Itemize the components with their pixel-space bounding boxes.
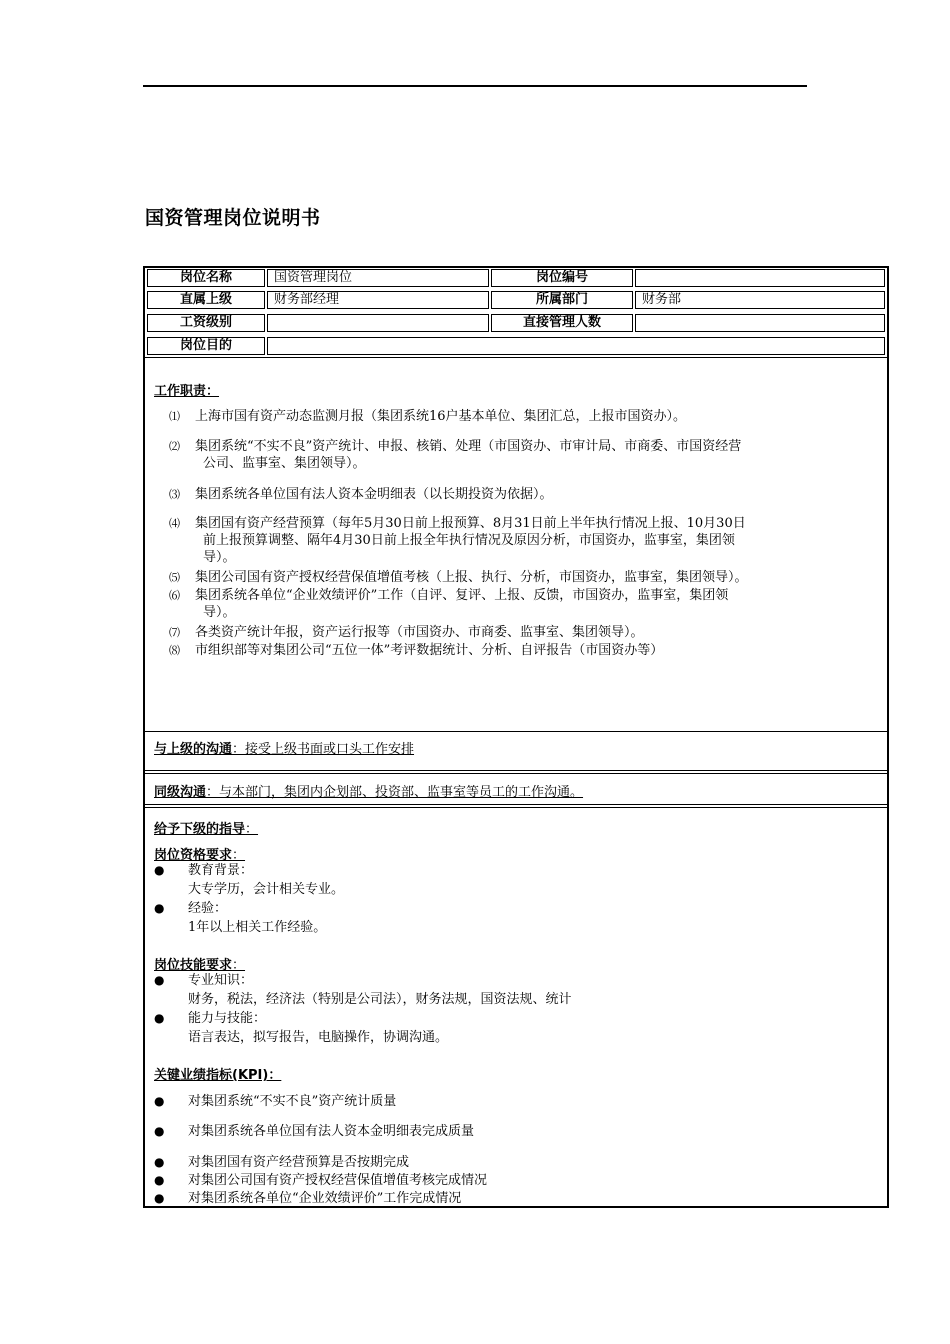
qualification-title [154, 844, 245, 863]
duty-text: 集团公司国有资产授权经营保值增值考核（上报、执行、分析，市国资办，监事室，集团领导）。 [195, 570, 748, 585]
header-rule [143, 85, 807, 87]
list-item [154, 1172, 487, 1189]
superior-label: 直属上级 [147, 291, 265, 309]
duty-text: 市组织部等对集团公司“五位一体”考评数据统计、分析、自评报告（市国资办等） [195, 643, 664, 658]
kpi-item-text: 对集团系统各单位“企业效绩评价”工作完成情况 [188, 1191, 462, 1206]
subordinates-value [635, 314, 885, 332]
duty-number: ⑴ [169, 410, 180, 423]
duty-number: ⑷ [169, 517, 180, 530]
kpi-title: 关键业绩指标(KPI)： [154, 1068, 282, 1083]
kpi-item-text: 对集团国有资产经营预算是否按期完成 [188, 1155, 410, 1170]
list-item [154, 1010, 266, 1027]
duty-text-cont: 前上报预算调整、隔年4月30日前上报全年执行情况及原因分析，市国资办，监事室，集团领 [203, 533, 735, 548]
bullet-icon: ● [154, 901, 165, 915]
peer-communication [154, 781, 583, 800]
education-label: 教育背景： [188, 863, 254, 878]
bullet-icon: ● [154, 1011, 165, 1025]
upward-text: ：接受上级书面或口头工作安排 [232, 742, 415, 757]
duty-number: ⑸ [169, 571, 180, 584]
duty-text: 集团系统各单位“企业效绩评价”工作（自评、复评、上报、反馈，市国资办，监事室，集团领 [195, 588, 729, 603]
knowledge-value: 财务，税法，经济法（特别是公司法），财务法规，国资法规、统计 [188, 992, 572, 1007]
salary-value [267, 314, 489, 332]
upward-label: 与上级的沟通 [154, 742, 233, 757]
divider [145, 731, 887, 732]
list-item [154, 972, 253, 989]
skills-title [154, 954, 245, 973]
duty-text-cont: 导）。 [203, 605, 236, 620]
duty-number: ⑹ [169, 589, 180, 602]
duty-text: 集团系统各单位国有法人资本金明细表（以长期投资为依据）。 [195, 487, 553, 502]
duty-item [169, 569, 881, 586]
qualification-colon: ： [232, 848, 246, 863]
list-item [154, 862, 253, 879]
duty-text: 集团系统“不实不良”资产统计、申报、核销、处理（市国资办、市审计局、市商委、市国资经营 [195, 439, 742, 454]
guidance-label: 给予下级的指导 [154, 822, 246, 837]
ability-value: 语言表达，拟写报告，电脑操作，协调沟通。 [188, 1030, 449, 1045]
info-row-post [145, 268, 887, 290]
purpose-value [267, 337, 885, 355]
bullet-icon: ● [154, 1155, 165, 1169]
bullet-icon: ● [154, 973, 165, 987]
experience-value: 1年以上相关工作经验。 [188, 920, 327, 935]
upward-communication [154, 738, 414, 757]
bullet-icon: ● [154, 1124, 165, 1138]
peer-label: 同级沟通 [154, 785, 207, 800]
post-name-value: 国资管理岗位 [267, 269, 489, 287]
duty-item [169, 486, 881, 503]
page-title: 国资管理岗位说明书 [145, 207, 321, 229]
duty-text: 各类资产统计年报，资产运行报等（市国资办、市商委、监事室、集团领导）。 [195, 625, 644, 640]
bullet-icon: ● [154, 863, 165, 877]
job-description-table [143, 266, 889, 1208]
list-item [154, 900, 227, 917]
divider [145, 804, 887, 808]
duty-text: 集团国有资产经营预算（每年5月30日前上报预算、8月31日前上半年执行情况上报、10月30日 [195, 516, 746, 531]
peer-text: ：与本部门，集团内企划部、投资部、监事室等员工的工作沟通。 [206, 785, 584, 800]
salary-label: 工资级别 [147, 314, 265, 332]
education-value: 大专学历，会计相关专业。 [188, 882, 345, 897]
bullet-icon: ● [154, 1191, 165, 1205]
knowledge-label: 专业知识： [188, 973, 254, 988]
bullet-icon: ● [154, 1173, 165, 1187]
post-no-label: 岗位编号 [491, 269, 633, 287]
guidance-colon: ： [245, 822, 259, 837]
duty-number: ⑻ [169, 644, 180, 657]
kpi-item-text: 对集团系统“不实不良”资产统计质量 [188, 1094, 397, 1109]
duty-number: ⑶ [169, 488, 180, 501]
ability-label: 能力与技能： [188, 1011, 267, 1026]
divider [145, 770, 887, 774]
list-item [154, 1190, 461, 1207]
info-row-purpose [145, 336, 887, 358]
kpi-item-text: 对集团公司国有资产授权经营保值增值考核完成情况 [188, 1173, 488, 1188]
list-item [154, 1093, 396, 1110]
bullet-icon: ● [154, 1094, 165, 1108]
purpose-label: 岗位目的 [147, 337, 265, 355]
list-item [154, 1123, 474, 1140]
list-item [154, 1154, 409, 1171]
post-name-label: 岗位名称 [147, 269, 265, 287]
superior-value: 财务部经理 [267, 291, 489, 309]
dept-label: 所属部门 [491, 291, 633, 309]
duties-title: 工作职责： [154, 384, 220, 399]
dept-value: 财务部 [635, 291, 885, 309]
duty-number: ⑵ [169, 440, 180, 453]
duty-item [169, 515, 881, 566]
divider [145, 357, 887, 358]
duty-text: 上海市国有资产动态监测月报（集团系统16户基本单位、集团汇总，上报市国资办）。 [195, 409, 687, 424]
guidance [154, 818, 258, 837]
skills-colon: ： [232, 958, 246, 973]
duty-item [169, 642, 881, 659]
duty-number: ⑺ [169, 626, 180, 639]
info-row-superior [145, 290, 887, 312]
duty-item [169, 624, 881, 641]
qualification-label: 岗位资格要求 [154, 848, 233, 863]
post-no-value [635, 269, 885, 287]
subordinates-label: 直接管理人数 [491, 314, 633, 332]
skills-label: 岗位技能要求 [154, 958, 233, 973]
duty-text-cont: 公司、监事室、集团领导）。 [203, 456, 366, 471]
kpi-item-text: 对集团系统各单位国有法人资本金明细表完成质量 [188, 1124, 475, 1139]
duty-item [169, 438, 881, 472]
info-row-salary [145, 313, 887, 335]
duty-text-cont: 导）。 [203, 550, 236, 565]
experience-label: 经验： [188, 901, 228, 916]
duty-item [169, 408, 881, 425]
duty-item [169, 587, 881, 621]
